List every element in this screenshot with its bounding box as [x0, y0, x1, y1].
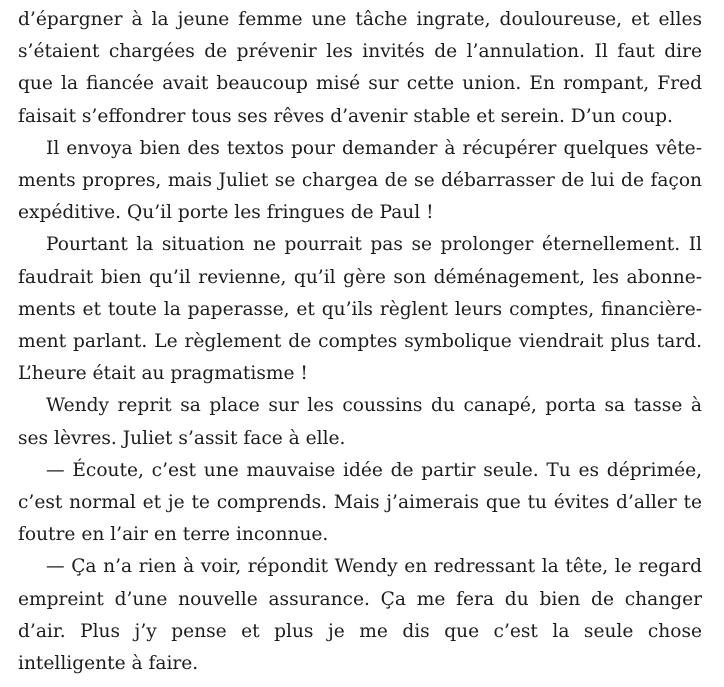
paragraph-wendy-canape: Wendy reprit sa place sur les coussins du canapé, porta sa tasse à ses lèvres. Juliet s’assit face à elle.	[18, 395, 702, 449]
paragraph-textos: Il envoya bien des textos pour demander à récupérer quelques vêtements propres, mais Juliet se chargea de se débarrasser de lui de façon expéditive. Qu’il porte les fringues de Paul !	[18, 137, 702, 224]
dialogue-juliet: — Écoute, c’est une mauvaise idée de partir seule. Tu es déprimée, c’est normal et je te comprends. Mais j’aimerais que tu évites d’aller te foutre en l’air en terre inconnue.	[18, 459, 702, 546]
dialogue-wendy: — Ça n’a rien à voir, répondit Wendy en redressant la tête, le regard empreint d’une nouvelle assurance. Ça me fera du bien de changer d’air. Plus j’y pense et plus je me dis que c’est la seule chose intelligente à faire.	[18, 556, 702, 675]
book-page	[18, 4, 702, 680]
paragraph-situation: Pourtant la situation ne pourrait pas se prolonger éternellement. Il faudrait bien qu’il revienne, qu’il gère son déménagement, les abonnements et toute la paperasse, et qu’ils règlent leurs comptes, financièrement parlant. Le règlement de comptes symbolique viendrait plus tard. L’heure était au pragmatisme !	[18, 234, 702, 385]
paragraph-continuation: d’épargner à la jeune femme une tâche ingrate, douloureuse, et elles s’étaient chargées de prévenir les invités de l’annulation. Il faut dire que la fiancée avait beaucoup misé sur cette union. En rompant, Fred faisait s’effondrer tous ses rêves d’avenir stable et serein. D’un coup.	[18, 9, 702, 127]
